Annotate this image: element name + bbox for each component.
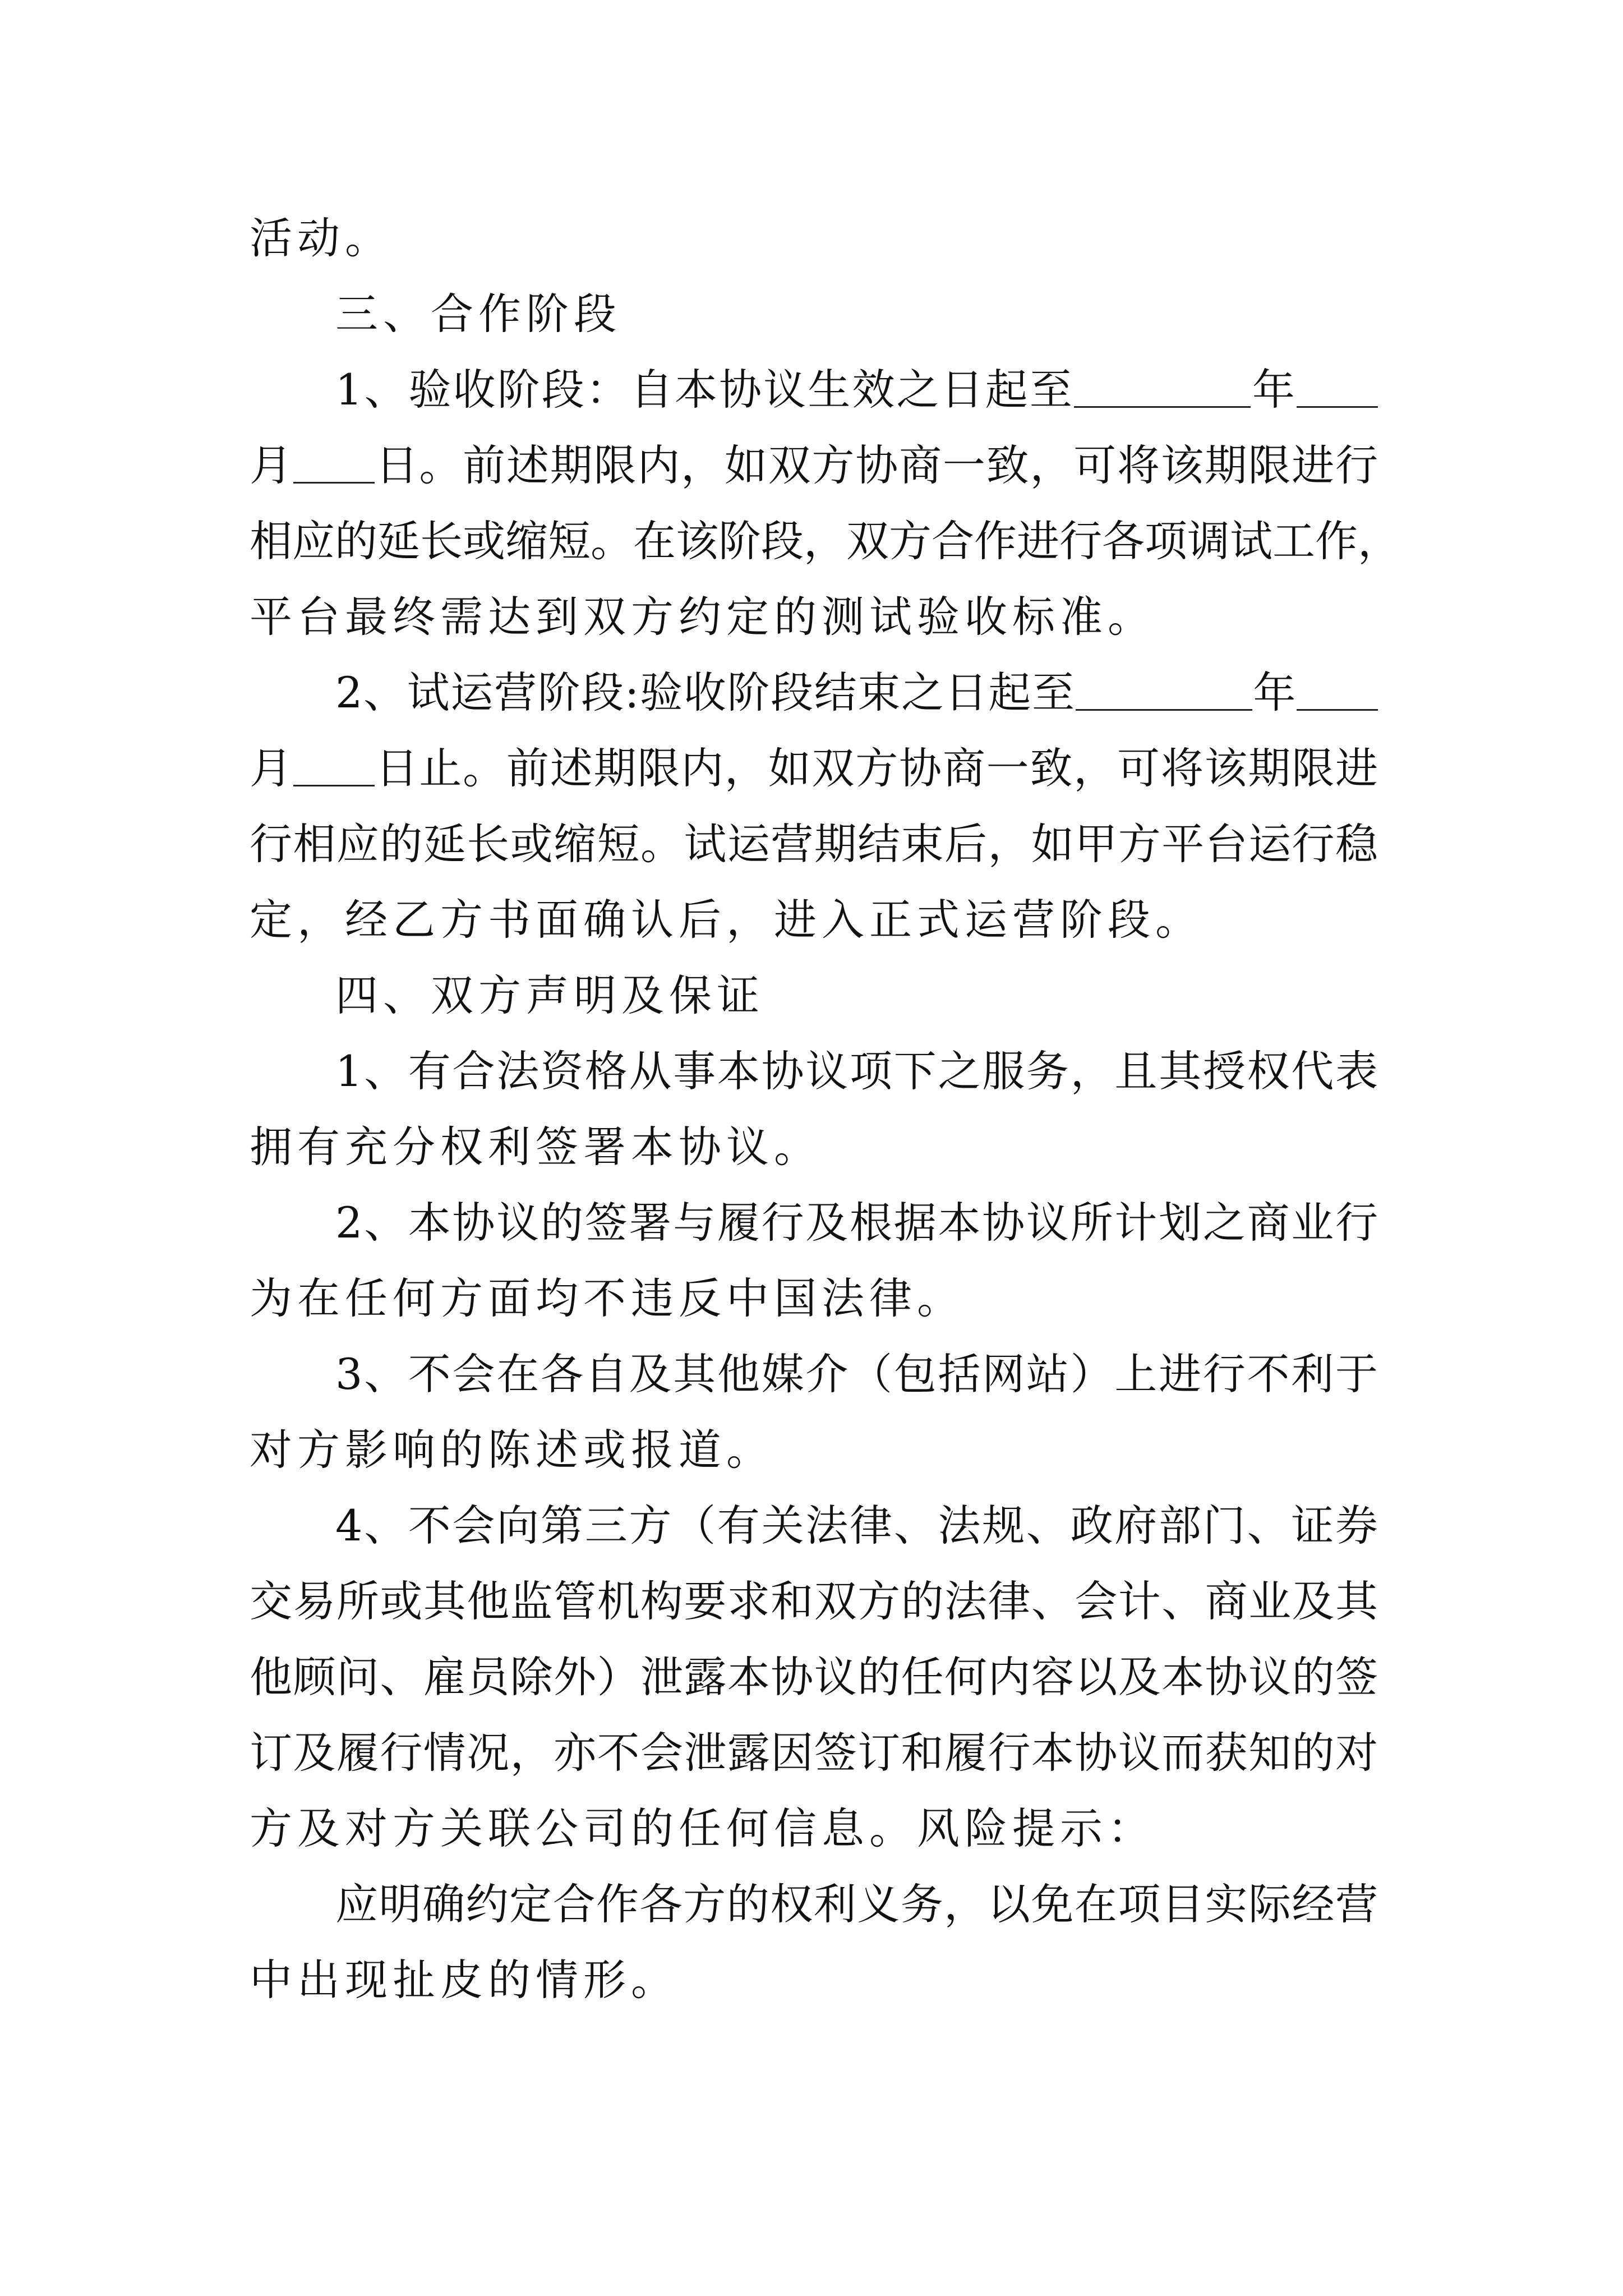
line-text: 他顾问、雇员除外）泄露本协议的任何内容以及本协议的签 (250, 1652, 1378, 1702)
line-text: 应明确约定合作各方的权利义务，以免在项目实际经营 (335, 1879, 1378, 1929)
text-line (250, 1573, 1378, 1630)
text-line (335, 362, 1378, 418)
heading-text: 四、双方声明及保证 (335, 970, 764, 1020)
text-line (335, 1498, 1378, 1554)
section-heading (335, 968, 764, 1024)
fill-in-blank (1297, 670, 1378, 711)
line-text: 行相应的延长或缩短。试运营期结束后，如甲方平台运行稳 (250, 819, 1378, 869)
line-text: 相应的延长或缩短。在该阶段，双方合作进行各项调试工作， (250, 516, 1400, 566)
line-text: 拥有充分权利签署本协议。 (250, 1122, 822, 1172)
line-text: 日止。前述期限内，如双方协商一致，可将该期限进 (374, 743, 1378, 793)
line-text: 1、有合法资格从事本协议项下之服务，且其授权代表 (335, 1046, 1378, 1096)
text-line (335, 1346, 1378, 1402)
text-line (250, 1649, 1378, 1705)
text-line (250, 513, 1400, 569)
text-line (250, 210, 393, 266)
line-text: 活动。 (250, 213, 393, 263)
line-text: 3、不会在各自及其他媒介（包括网站）上进行不利于 (335, 1349, 1378, 1399)
text-line (250, 438, 1378, 494)
text-line (250, 892, 1203, 948)
fill-in-blank (1074, 367, 1251, 408)
text-line (335, 1043, 1378, 1099)
fill-in-blank (1297, 367, 1378, 408)
text-line (250, 589, 1155, 645)
text-line (250, 1801, 1155, 1857)
line-text: 订及履行情况，亦不会泄露因签订和履行本协议而获知的对 (250, 1728, 1378, 1778)
line-text: 月 (250, 440, 293, 490)
text-line (335, 1195, 1378, 1251)
text-line (250, 1952, 679, 2008)
line-text: 中出现扯皮的情形。 (250, 1955, 679, 2005)
line-text: 年 (1252, 668, 1297, 717)
line-text: 方及对方关联公司的任何信息。风险提示： (250, 1803, 1155, 1853)
line-text: 月 (250, 743, 293, 793)
line-text: 对方影响的陈述或报道。 (250, 1425, 774, 1475)
line-text: 2、本协议的签署与履行及根据本协议所计划之商业行 (335, 1198, 1378, 1248)
fill-in-blank (293, 443, 375, 484)
line-text: 4、不会向第三方（有关法律、法规、政府部门、证券 (335, 1501, 1378, 1550)
line-text: 日。前述期限内，如双方协商一致，可将该期限进行 (374, 440, 1378, 490)
text-line (250, 740, 1378, 797)
text-line (250, 1422, 774, 1478)
text-line (250, 816, 1378, 872)
heading-text: 三、合作阶段 (335, 289, 621, 339)
fill-in-blank (1076, 670, 1252, 711)
line-text: 2、试运营阶段:验收阶段结束之日起至 (335, 668, 1076, 717)
line-text: 定，经乙方书面确认后，进入正式运营阶段。 (250, 895, 1203, 945)
line-text: 年 (1250, 365, 1297, 415)
line-text: 交易所或其他监管机构要求和双方的法律、会计、商业及其 (250, 1576, 1378, 1626)
text-line (335, 1876, 1378, 1932)
text-line (250, 1119, 822, 1175)
text-line (335, 665, 1378, 721)
line-text: 平台最终需达到双方约定的测试验收标准。 (250, 592, 1155, 642)
text-line (250, 1271, 965, 1327)
line-text: 为在任何方面均不违反中国法律。 (250, 1273, 965, 1323)
line-text: 1、验收阶段：自本协议生效之日起至 (335, 365, 1074, 415)
fill-in-blank (293, 746, 375, 786)
section-heading (335, 286, 621, 342)
text-line (250, 1725, 1378, 1781)
